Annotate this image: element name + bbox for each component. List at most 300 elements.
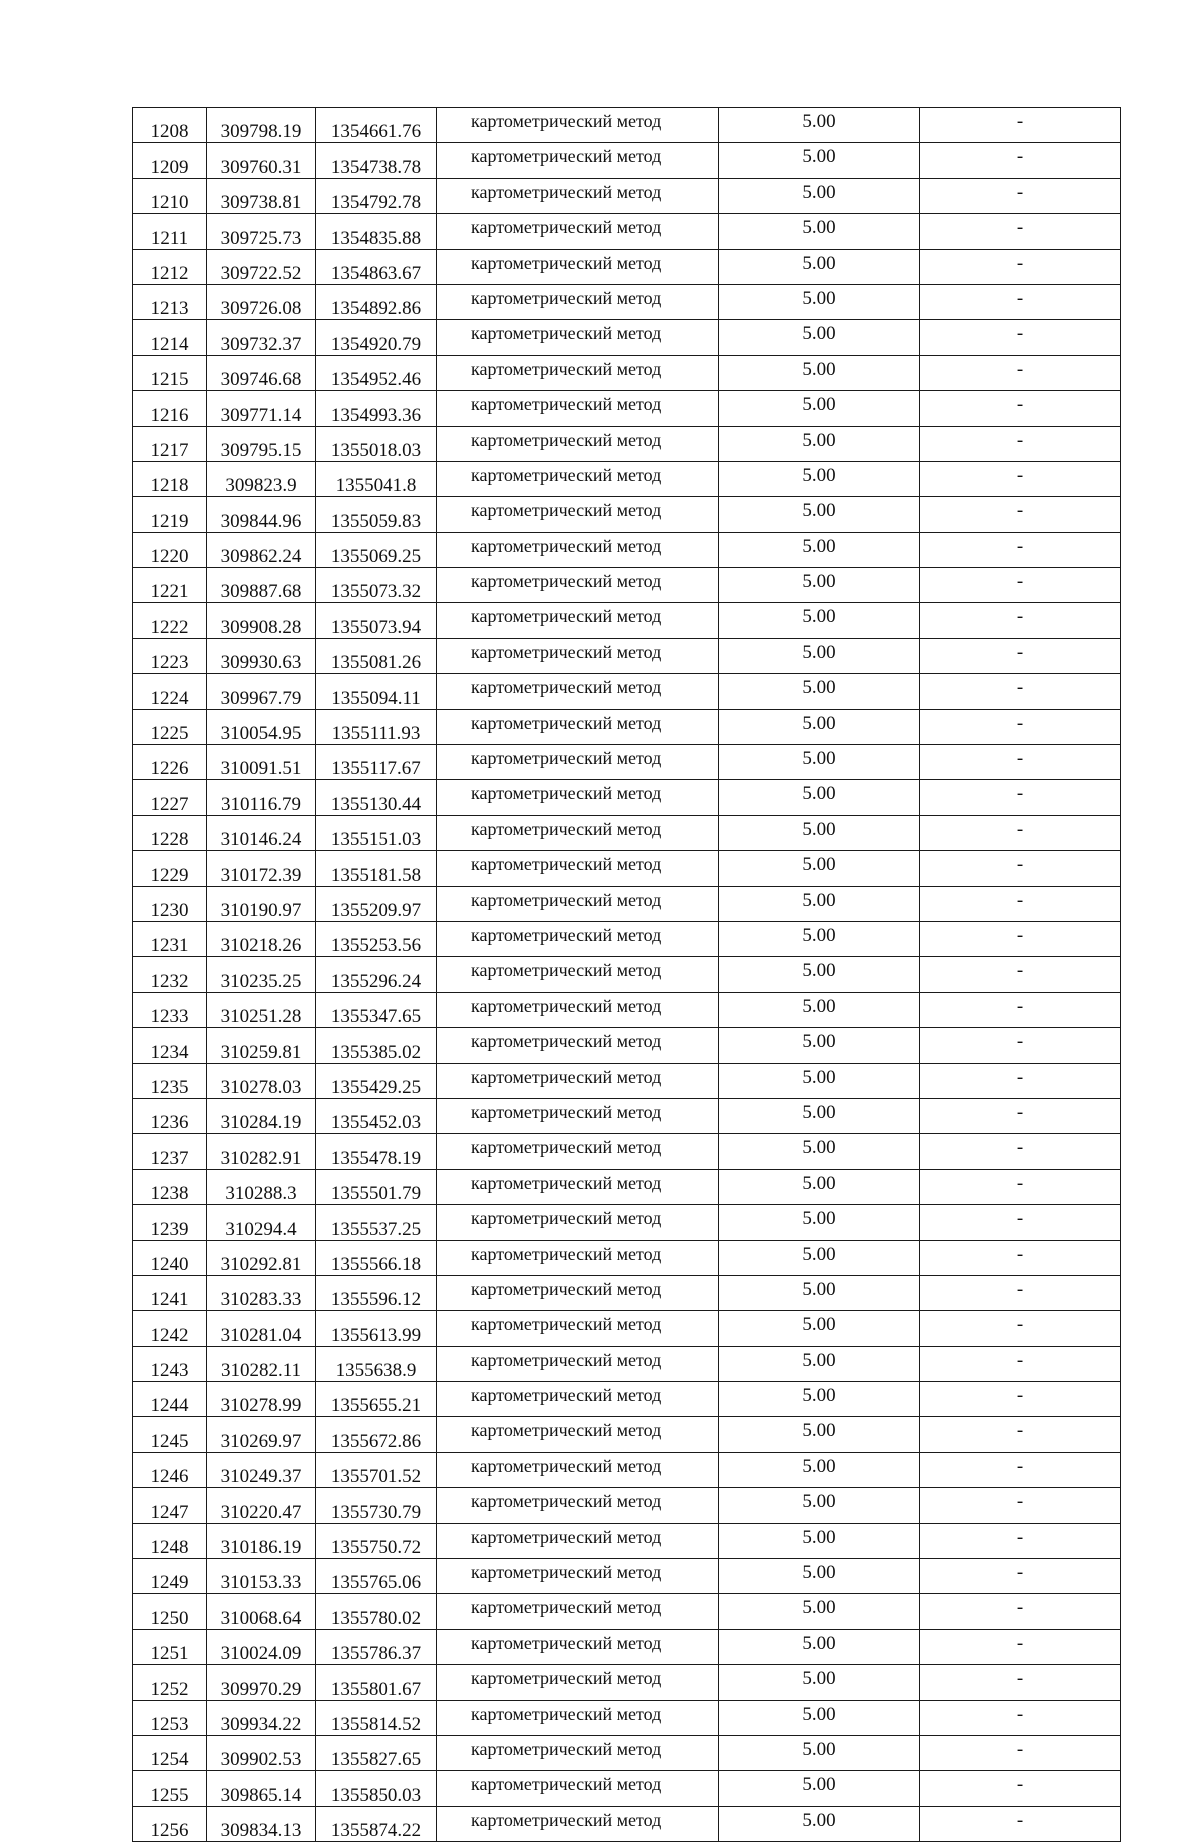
- x-coordinate-cell: 310292.81: [207, 1240, 316, 1275]
- description-cell: -: [920, 284, 1121, 319]
- accuracy-cell: 5.00: [719, 921, 920, 956]
- x-coordinate-cell: 310281.04: [207, 1311, 316, 1346]
- point-number-cell: 1230: [133, 886, 207, 921]
- y-coordinate-cell: 1354993.36: [316, 391, 437, 426]
- method-cell: картометрический метод: [437, 780, 719, 815]
- point-number-cell: 1228: [133, 815, 207, 850]
- accuracy-cell: 5.00: [719, 1771, 920, 1806]
- table-row: [133, 851, 1121, 886]
- method-cell: картометрический метод: [437, 1523, 719, 1558]
- point-number-cell: 1223: [133, 638, 207, 673]
- y-coordinate-cell: 1354835.88: [316, 214, 437, 249]
- description-cell: -: [920, 1063, 1121, 1098]
- accuracy-cell: 5.00: [719, 851, 920, 886]
- method-cell: картометрический метод: [437, 851, 719, 886]
- y-coordinate-cell: 1355850.03: [316, 1771, 437, 1806]
- table-row: [133, 1346, 1121, 1381]
- description-cell: -: [920, 108, 1121, 143]
- description-cell: -: [920, 1098, 1121, 1133]
- accuracy-cell: 5.00: [719, 1098, 920, 1133]
- table-row: [133, 355, 1121, 390]
- y-coordinate-cell: 1355596.12: [316, 1275, 437, 1310]
- table-row: [133, 1488, 1121, 1523]
- point-number-cell: 1245: [133, 1417, 207, 1452]
- y-coordinate-cell: 1354952.46: [316, 355, 437, 390]
- accuracy-cell: 5.00: [719, 638, 920, 673]
- table-row: [133, 603, 1121, 638]
- table-row: [133, 992, 1121, 1027]
- table-row: [133, 568, 1121, 603]
- accuracy-cell: 5.00: [719, 1417, 920, 1452]
- y-coordinate-cell: 1355018.03: [316, 426, 437, 461]
- description-cell: -: [920, 1806, 1121, 1841]
- x-coordinate-cell: 309865.14: [207, 1771, 316, 1806]
- x-coordinate-cell: 310153.33: [207, 1559, 316, 1594]
- description-cell: -: [920, 780, 1121, 815]
- description-cell: -: [920, 249, 1121, 284]
- x-coordinate-cell: 309823.9: [207, 461, 316, 496]
- description-cell: -: [920, 320, 1121, 355]
- accuracy-cell: 5.00: [719, 1205, 920, 1240]
- y-coordinate-cell: 1355347.65: [316, 992, 437, 1027]
- x-coordinate-cell: 309746.68: [207, 355, 316, 390]
- point-number-cell: 1218: [133, 461, 207, 496]
- table-row: [133, 886, 1121, 921]
- x-coordinate-cell: 310190.97: [207, 886, 316, 921]
- point-number-cell: 1244: [133, 1382, 207, 1417]
- x-coordinate-cell: 310235.25: [207, 957, 316, 992]
- y-coordinate-cell: 1355827.65: [316, 1735, 437, 1770]
- table-row: [133, 1594, 1121, 1629]
- accuracy-cell: 5.00: [719, 1169, 920, 1204]
- point-number-cell: 1221: [133, 568, 207, 603]
- accuracy-cell: 5.00: [719, 1382, 920, 1417]
- y-coordinate-cell: 1355041.8: [316, 461, 437, 496]
- method-cell: картометрический метод: [437, 1771, 719, 1806]
- x-coordinate-cell: 310283.33: [207, 1275, 316, 1310]
- x-coordinate-cell: 309930.63: [207, 638, 316, 673]
- method-cell: картометрический метод: [437, 815, 719, 850]
- x-coordinate-cell: 309738.81: [207, 178, 316, 213]
- accuracy-cell: 5.00: [719, 1311, 920, 1346]
- description-cell: -: [920, 1559, 1121, 1594]
- description-cell: -: [920, 709, 1121, 744]
- method-cell: картометрический метод: [437, 1452, 719, 1487]
- accuracy-cell: 5.00: [719, 674, 920, 709]
- table-row: [133, 780, 1121, 815]
- accuracy-cell: 5.00: [719, 1240, 920, 1275]
- accuracy-cell: 5.00: [719, 1594, 920, 1629]
- table-row: [133, 921, 1121, 956]
- y-coordinate-cell: 1355655.21: [316, 1382, 437, 1417]
- y-coordinate-cell: 1355069.25: [316, 532, 437, 567]
- y-coordinate-cell: 1355501.79: [316, 1169, 437, 1204]
- table-row: [133, 497, 1121, 532]
- accuracy-cell: 5.00: [719, 745, 920, 780]
- table-row: [133, 391, 1121, 426]
- y-coordinate-cell: 1355537.25: [316, 1205, 437, 1240]
- description-cell: -: [920, 638, 1121, 673]
- method-cell: картометрический метод: [437, 249, 719, 284]
- table-row: [133, 1771, 1121, 1806]
- method-cell: картометрический метод: [437, 638, 719, 673]
- description-cell: -: [920, 1523, 1121, 1558]
- accuracy-cell: 5.00: [719, 815, 920, 850]
- description-cell: -: [920, 143, 1121, 178]
- x-coordinate-cell: 310024.09: [207, 1629, 316, 1664]
- method-cell: картометрический метод: [437, 1700, 719, 1735]
- method-cell: картометрический метод: [437, 214, 719, 249]
- description-cell: -: [920, 1700, 1121, 1735]
- table-row: [133, 1311, 1121, 1346]
- description-cell: -: [920, 1311, 1121, 1346]
- accuracy-cell: 5.00: [719, 1735, 920, 1770]
- method-cell: картометрический метод: [437, 992, 719, 1027]
- accuracy-cell: 5.00: [719, 1806, 920, 1841]
- point-number-cell: 1231: [133, 921, 207, 956]
- table-row: [133, 1098, 1121, 1133]
- table-row: [133, 1134, 1121, 1169]
- accuracy-cell: 5.00: [719, 1523, 920, 1558]
- method-cell: картометрический метод: [437, 1098, 719, 1133]
- accuracy-cell: 5.00: [719, 1629, 920, 1664]
- y-coordinate-cell: 1355566.18: [316, 1240, 437, 1275]
- point-number-cell: 1255: [133, 1771, 207, 1806]
- method-cell: картометрический метод: [437, 1488, 719, 1523]
- y-coordinate-cell: 1355059.83: [316, 497, 437, 532]
- x-coordinate-cell: 310068.64: [207, 1594, 316, 1629]
- y-coordinate-cell: 1355209.97: [316, 886, 437, 921]
- x-coordinate-cell: 309902.53: [207, 1735, 316, 1770]
- y-coordinate-cell: 1355253.56: [316, 921, 437, 956]
- point-number-cell: 1253: [133, 1700, 207, 1735]
- point-number-cell: 1240: [133, 1240, 207, 1275]
- method-cell: картометрический метод: [437, 1735, 719, 1770]
- method-cell: картометрический метод: [437, 284, 719, 319]
- method-cell: картометрический метод: [437, 532, 719, 567]
- method-cell: картометрический метод: [437, 745, 719, 780]
- method-cell: картометрический метод: [437, 603, 719, 638]
- x-coordinate-cell: 310294.4: [207, 1205, 316, 1240]
- x-coordinate-cell: 310251.28: [207, 992, 316, 1027]
- y-coordinate-cell: 1355081.26: [316, 638, 437, 673]
- method-cell: картометрический метод: [437, 178, 719, 213]
- description-cell: -: [920, 745, 1121, 780]
- point-number-cell: 1238: [133, 1169, 207, 1204]
- point-number-cell: 1246: [133, 1452, 207, 1487]
- y-coordinate-cell: 1355073.94: [316, 603, 437, 638]
- y-coordinate-cell: 1355874.22: [316, 1806, 437, 1841]
- table-row: [133, 1028, 1121, 1063]
- point-number-cell: 1212: [133, 249, 207, 284]
- description-cell: -: [920, 1275, 1121, 1310]
- table-row: [133, 709, 1121, 744]
- accuracy-cell: 5.00: [719, 143, 920, 178]
- x-coordinate-cell: 310186.19: [207, 1523, 316, 1558]
- accuracy-cell: 5.00: [719, 461, 920, 496]
- table-row: [133, 1700, 1121, 1735]
- y-coordinate-cell: 1355073.32: [316, 568, 437, 603]
- description-cell: -: [920, 1488, 1121, 1523]
- point-number-cell: 1226: [133, 745, 207, 780]
- y-coordinate-cell: 1355094.11: [316, 674, 437, 709]
- y-coordinate-cell: 1355181.58: [316, 851, 437, 886]
- point-number-cell: 1236: [133, 1098, 207, 1133]
- method-cell: картометрический метод: [437, 1275, 719, 1310]
- method-cell: картометрический метод: [437, 426, 719, 461]
- point-number-cell: 1219: [133, 497, 207, 532]
- point-number-cell: 1237: [133, 1134, 207, 1169]
- y-coordinate-cell: 1355730.79: [316, 1488, 437, 1523]
- y-coordinate-cell: 1355429.25: [316, 1063, 437, 1098]
- accuracy-cell: 5.00: [719, 532, 920, 567]
- y-coordinate-cell: 1354920.79: [316, 320, 437, 355]
- table-row: [133, 426, 1121, 461]
- accuracy-cell: 5.00: [719, 497, 920, 532]
- accuracy-cell: 5.00: [719, 992, 920, 1027]
- description-cell: -: [920, 1735, 1121, 1770]
- method-cell: картометрический метод: [437, 886, 719, 921]
- point-number-cell: 1251: [133, 1629, 207, 1664]
- point-number-cell: 1256: [133, 1806, 207, 1841]
- point-number-cell: 1249: [133, 1559, 207, 1594]
- x-coordinate-cell: 309726.08: [207, 284, 316, 319]
- table-row: [133, 143, 1121, 178]
- table-row: [133, 284, 1121, 319]
- accuracy-cell: 5.00: [719, 1559, 920, 1594]
- description-cell: -: [920, 851, 1121, 886]
- table-row: [133, 674, 1121, 709]
- x-coordinate-cell: 310054.95: [207, 709, 316, 744]
- accuracy-cell: 5.00: [719, 178, 920, 213]
- coordinates-table: [132, 107, 1121, 1842]
- point-number-cell: 1242: [133, 1311, 207, 1346]
- accuracy-cell: 5.00: [719, 355, 920, 390]
- point-number-cell: 1241: [133, 1275, 207, 1310]
- description-cell: -: [920, 1417, 1121, 1452]
- x-coordinate-cell: 309908.28: [207, 603, 316, 638]
- point-number-cell: 1224: [133, 674, 207, 709]
- table-row: [133, 108, 1121, 143]
- accuracy-cell: 5.00: [719, 1028, 920, 1063]
- method-cell: картометрический метод: [437, 709, 719, 744]
- table-row: [133, 1205, 1121, 1240]
- point-number-cell: 1234: [133, 1028, 207, 1063]
- table-row: [133, 249, 1121, 284]
- table-row: [133, 638, 1121, 673]
- x-coordinate-cell: 309887.68: [207, 568, 316, 603]
- description-cell: -: [920, 1240, 1121, 1275]
- method-cell: картометрический метод: [437, 1346, 719, 1381]
- point-number-cell: 1235: [133, 1063, 207, 1098]
- method-cell: картометрический метод: [437, 461, 719, 496]
- table-row: [133, 1275, 1121, 1310]
- accuracy-cell: 5.00: [719, 1700, 920, 1735]
- accuracy-cell: 5.00: [719, 1665, 920, 1700]
- x-coordinate-cell: 310269.97: [207, 1417, 316, 1452]
- description-cell: -: [920, 461, 1121, 496]
- y-coordinate-cell: 1354792.78: [316, 178, 437, 213]
- accuracy-cell: 5.00: [719, 284, 920, 319]
- table-row: [133, 1559, 1121, 1594]
- description-cell: -: [920, 532, 1121, 567]
- point-number-cell: 1220: [133, 532, 207, 567]
- y-coordinate-cell: 1355613.99: [316, 1311, 437, 1346]
- table-row: [133, 1452, 1121, 1487]
- table-row: [133, 1417, 1121, 1452]
- table-row: [133, 1735, 1121, 1770]
- description-cell: -: [920, 921, 1121, 956]
- method-cell: картометрический метод: [437, 1806, 719, 1841]
- description-cell: -: [920, 1169, 1121, 1204]
- accuracy-cell: 5.00: [719, 568, 920, 603]
- x-coordinate-cell: 309934.22: [207, 1700, 316, 1735]
- method-cell: картометрический метод: [437, 1665, 719, 1700]
- method-cell: картометрический метод: [437, 1594, 719, 1629]
- accuracy-cell: 5.00: [719, 603, 920, 638]
- method-cell: картометрический метод: [437, 1629, 719, 1664]
- description-cell: -: [920, 603, 1121, 638]
- y-coordinate-cell: 1355765.06: [316, 1559, 437, 1594]
- y-coordinate-cell: 1355750.72: [316, 1523, 437, 1558]
- method-cell: картометрический метод: [437, 391, 719, 426]
- y-coordinate-cell: 1355130.44: [316, 780, 437, 815]
- accuracy-cell: 5.00: [719, 320, 920, 355]
- accuracy-cell: 5.00: [719, 1346, 920, 1381]
- point-number-cell: 1247: [133, 1488, 207, 1523]
- method-cell: картометрический метод: [437, 1382, 719, 1417]
- x-coordinate-cell: 310278.03: [207, 1063, 316, 1098]
- accuracy-cell: 5.00: [719, 1488, 920, 1523]
- accuracy-cell: 5.00: [719, 108, 920, 143]
- description-cell: -: [920, 178, 1121, 213]
- y-coordinate-cell: 1355780.02: [316, 1594, 437, 1629]
- coordinates-table-body: [133, 108, 1121, 1842]
- description-cell: -: [920, 426, 1121, 461]
- y-coordinate-cell: 1355814.52: [316, 1700, 437, 1735]
- table-row: [133, 1629, 1121, 1664]
- method-cell: картометрический метод: [437, 143, 719, 178]
- point-number-cell: 1213: [133, 284, 207, 319]
- accuracy-cell: 5.00: [719, 957, 920, 992]
- x-coordinate-cell: 309862.24: [207, 532, 316, 567]
- point-number-cell: 1209: [133, 143, 207, 178]
- point-number-cell: 1211: [133, 214, 207, 249]
- method-cell: картометрический метод: [437, 1205, 719, 1240]
- x-coordinate-cell: 310282.91: [207, 1134, 316, 1169]
- y-coordinate-cell: 1355638.9: [316, 1346, 437, 1381]
- table-row: [133, 1806, 1121, 1841]
- accuracy-cell: 5.00: [719, 1452, 920, 1487]
- description-cell: -: [920, 391, 1121, 426]
- table-row: [133, 1382, 1121, 1417]
- y-coordinate-cell: 1355478.19: [316, 1134, 437, 1169]
- description-cell: -: [920, 1629, 1121, 1664]
- method-cell: картометрический метод: [437, 497, 719, 532]
- y-coordinate-cell: 1354892.86: [316, 284, 437, 319]
- y-coordinate-cell: 1355701.52: [316, 1452, 437, 1487]
- point-number-cell: 1232: [133, 957, 207, 992]
- x-coordinate-cell: 310218.26: [207, 921, 316, 956]
- x-coordinate-cell: 309834.13: [207, 1806, 316, 1841]
- x-coordinate-cell: 309795.15: [207, 426, 316, 461]
- method-cell: картометрический метод: [437, 1417, 719, 1452]
- table-row: [133, 320, 1121, 355]
- accuracy-cell: 5.00: [719, 426, 920, 461]
- x-coordinate-cell: 309732.37: [207, 320, 316, 355]
- table-row: [133, 532, 1121, 567]
- method-cell: картометрический метод: [437, 108, 719, 143]
- table-row: [133, 1169, 1121, 1204]
- point-number-cell: 1210: [133, 178, 207, 213]
- description-cell: -: [920, 355, 1121, 390]
- point-number-cell: 1227: [133, 780, 207, 815]
- accuracy-cell: 5.00: [719, 709, 920, 744]
- description-cell: -: [920, 1665, 1121, 1700]
- description-cell: -: [920, 1134, 1121, 1169]
- description-cell: -: [920, 1346, 1121, 1381]
- description-cell: -: [920, 1205, 1121, 1240]
- description-cell: -: [920, 992, 1121, 1027]
- accuracy-cell: 5.00: [719, 1275, 920, 1310]
- x-coordinate-cell: 310172.39: [207, 851, 316, 886]
- x-coordinate-cell: 310116.79: [207, 780, 316, 815]
- description-cell: -: [920, 1382, 1121, 1417]
- description-cell: -: [920, 1028, 1121, 1063]
- table-row: [133, 214, 1121, 249]
- y-coordinate-cell: 1355117.67: [316, 745, 437, 780]
- table-row: [133, 1665, 1121, 1700]
- y-coordinate-cell: 1355801.67: [316, 1665, 437, 1700]
- x-coordinate-cell: 309798.19: [207, 108, 316, 143]
- y-coordinate-cell: 1354661.76: [316, 108, 437, 143]
- method-cell: картометрический метод: [437, 1311, 719, 1346]
- method-cell: картометрический метод: [437, 1559, 719, 1594]
- accuracy-cell: 5.00: [719, 1063, 920, 1098]
- point-number-cell: 1215: [133, 355, 207, 390]
- x-coordinate-cell: 310249.37: [207, 1452, 316, 1487]
- point-number-cell: 1208: [133, 108, 207, 143]
- point-number-cell: 1222: [133, 603, 207, 638]
- table-row: [133, 957, 1121, 992]
- y-coordinate-cell: 1355151.03: [316, 815, 437, 850]
- point-number-cell: 1229: [133, 851, 207, 886]
- x-coordinate-cell: 309970.29: [207, 1665, 316, 1700]
- x-coordinate-cell: 310259.81: [207, 1028, 316, 1063]
- description-cell: -: [920, 1771, 1121, 1806]
- point-number-cell: 1250: [133, 1594, 207, 1629]
- description-cell: -: [920, 214, 1121, 249]
- point-number-cell: 1233: [133, 992, 207, 1027]
- description-cell: -: [920, 1594, 1121, 1629]
- point-number-cell: 1248: [133, 1523, 207, 1558]
- table-row: [133, 1523, 1121, 1558]
- y-coordinate-cell: 1355672.86: [316, 1417, 437, 1452]
- accuracy-cell: 5.00: [719, 214, 920, 249]
- description-cell: -: [920, 1452, 1121, 1487]
- method-cell: картометрический метод: [437, 568, 719, 603]
- y-coordinate-cell: 1355385.02: [316, 1028, 437, 1063]
- point-number-cell: 1239: [133, 1205, 207, 1240]
- method-cell: картометрический метод: [437, 1240, 719, 1275]
- point-number-cell: 1216: [133, 391, 207, 426]
- description-cell: -: [920, 568, 1121, 603]
- method-cell: картометрический метод: [437, 1028, 719, 1063]
- point-number-cell: 1254: [133, 1735, 207, 1770]
- x-coordinate-cell: 310146.24: [207, 815, 316, 850]
- x-coordinate-cell: 310284.19: [207, 1098, 316, 1133]
- method-cell: картометрический метод: [437, 355, 719, 390]
